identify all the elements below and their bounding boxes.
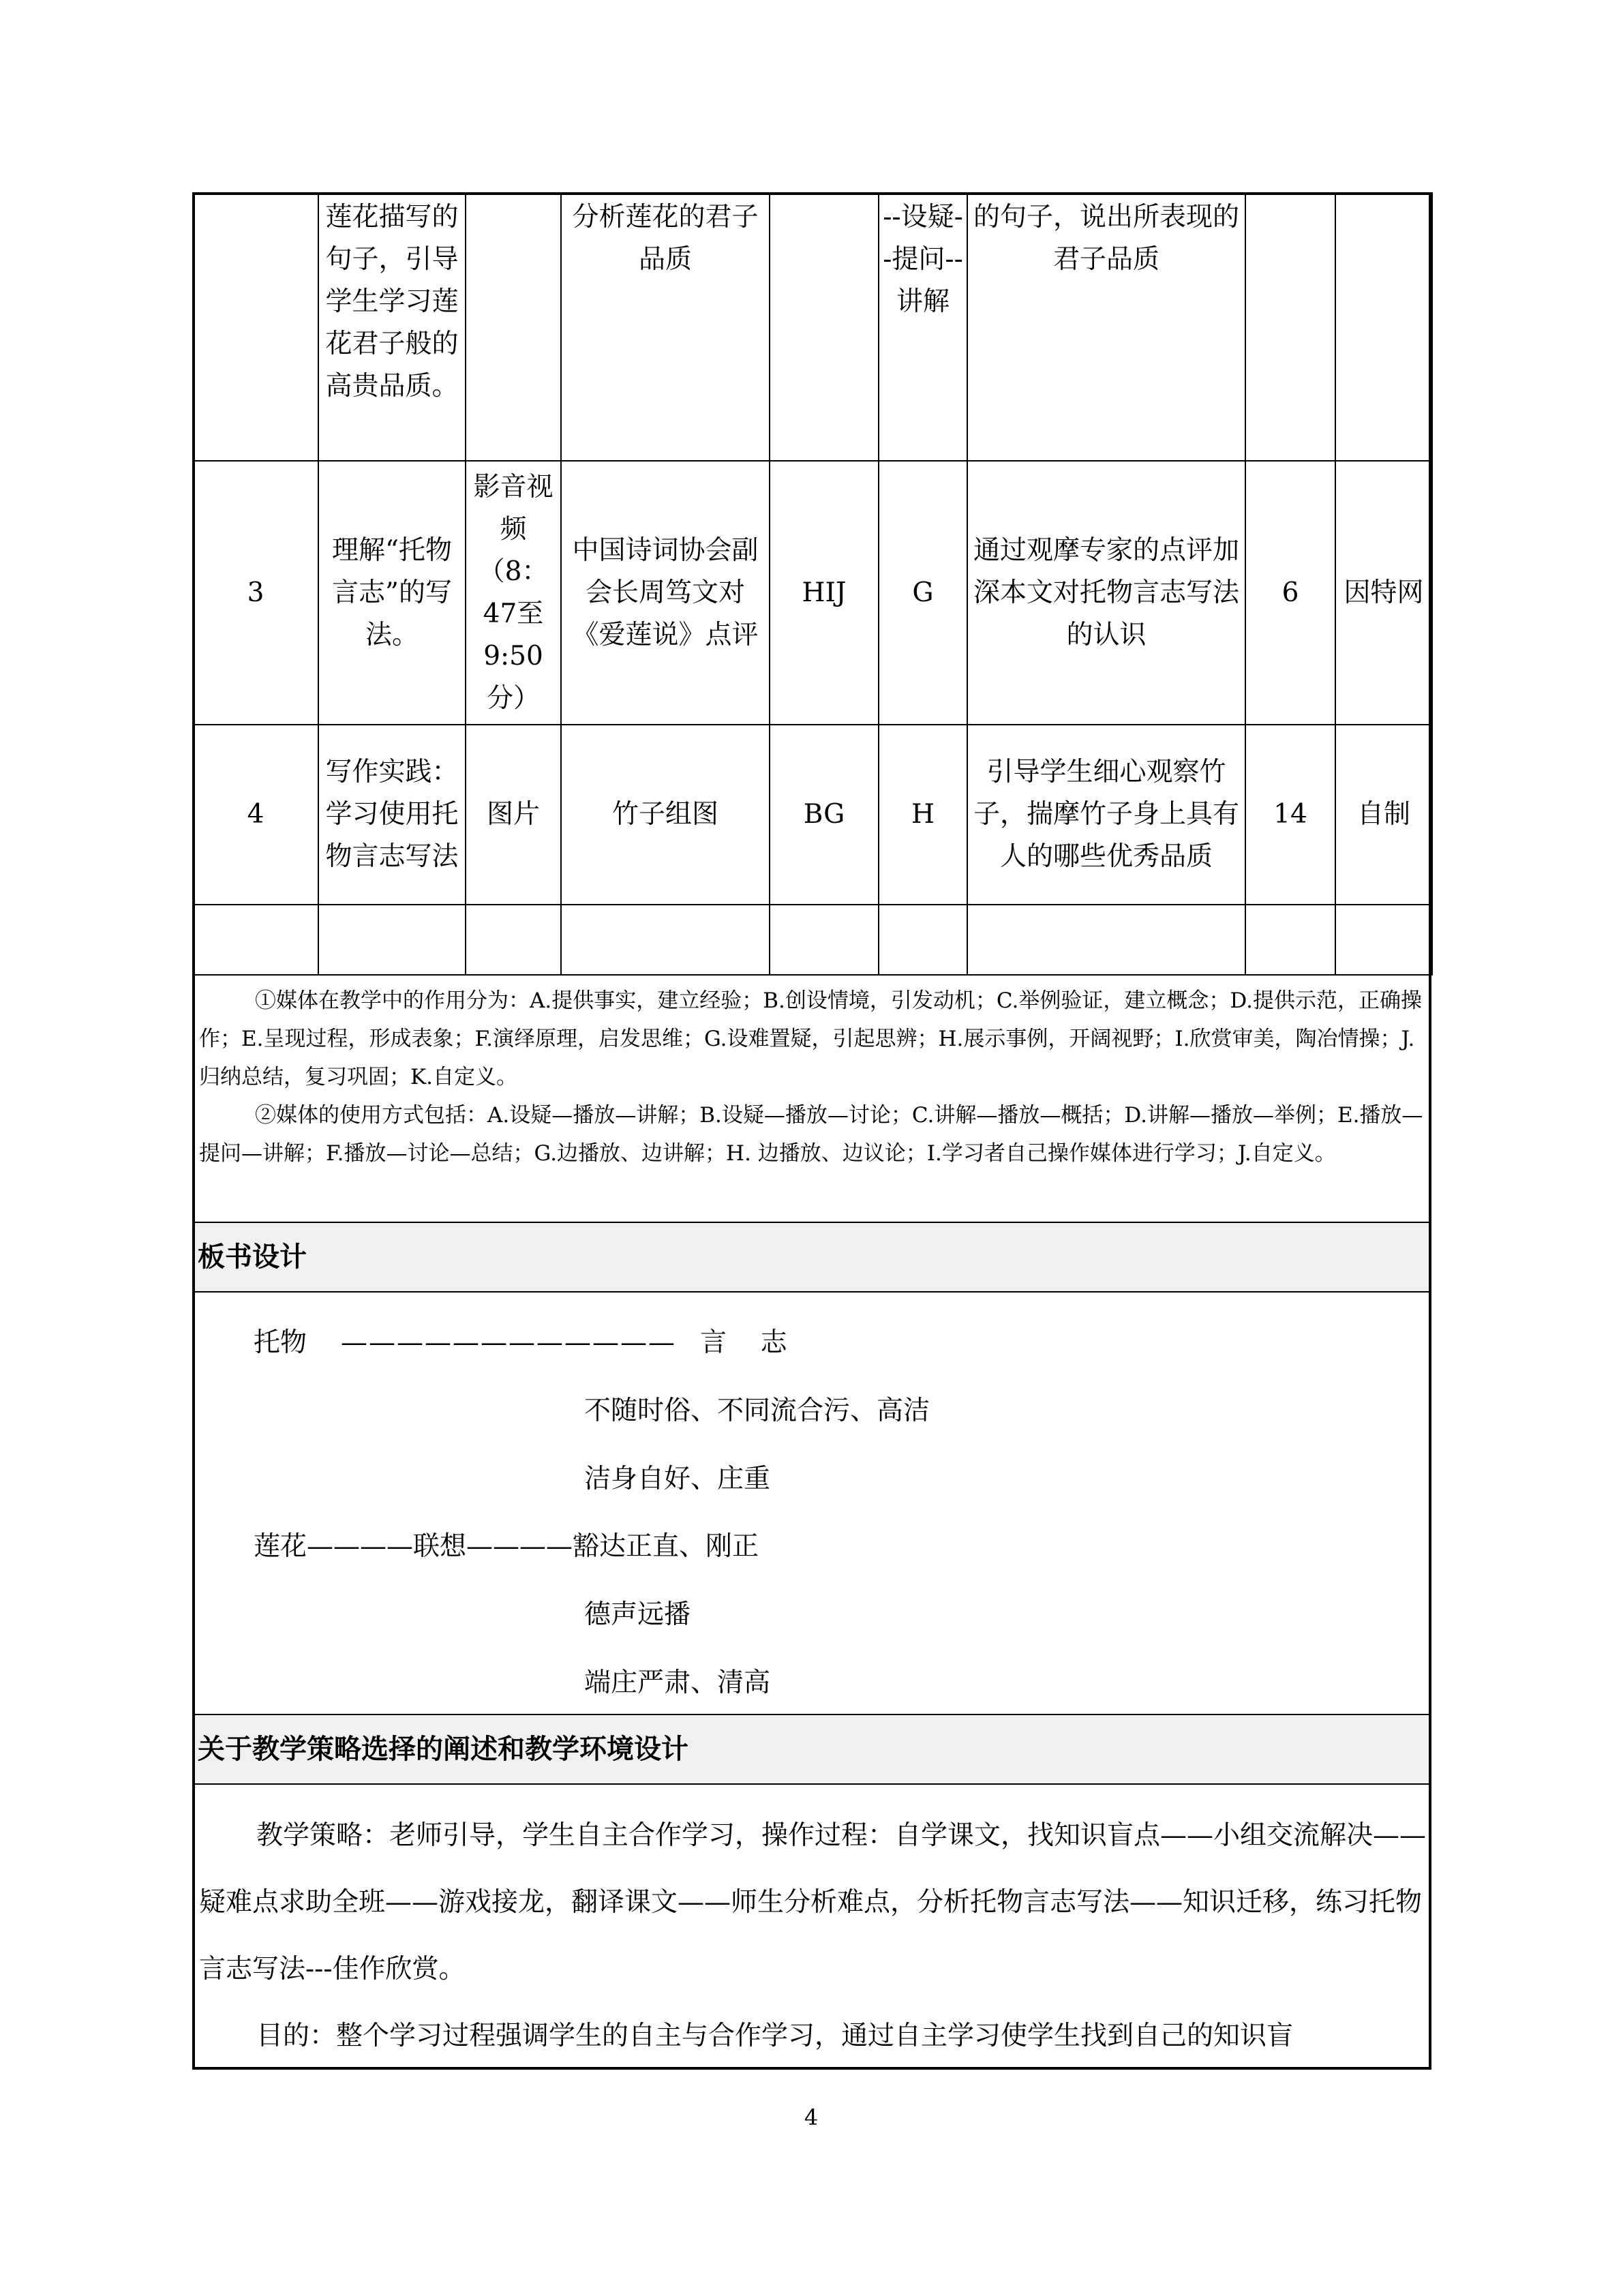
- cell-no: 4: [193, 725, 318, 905]
- strategy-heading: 关于教学策略选择的阐述和教学环境设计: [194, 1714, 1430, 1785]
- cell-media: 图片: [466, 725, 561, 905]
- cell-media: 影音视频（8：47至9:50分）: [466, 461, 561, 725]
- board-design-heading: 板书设计: [194, 1222, 1430, 1293]
- cell-mode: G: [879, 461, 967, 725]
- board-trait: 洁身自好、庄重: [584, 1464, 771, 1494]
- board-trait: 端庄严肃、清高: [584, 1667, 771, 1698]
- cell-mode: --设疑--提问--讲解: [879, 193, 967, 461]
- cell-effect: 的句子，说出所表现的君子品质: [967, 193, 1245, 461]
- note-media-roles: ①媒体在教学中的作用分为：A.提供事实，建立经验；B.创设情境，引发动机；C.举例验证，建立概念；D.提供示范，正确操作；E.呈现过程，形成表象；F.演绎原理，启发思维；G.设难置疑，引起思辨；H.展示事例，开阔视野；I.欣赏审美，陶冶情操；J.归纳总结，复习巩固；K.自定义。: [199, 988, 1422, 1089]
- cell-goal: 写作实践：学习使用托物言志写法: [318, 725, 466, 905]
- strategy-paragraph: 教学策略：老师引导，学生自主合作学习，操作过程：自学课文，找知识盲点——小组交流解决——疑难点求助全班——游戏接龙，翻译课文——师生分析难点，分析托物言志写法——知识迁移，练习托物言志写法---佳作欣赏。: [199, 1820, 1427, 1984]
- board-line-yanzhi: 言 志: [700, 1327, 787, 1358]
- cell-content: 中国诗词协会副会长周笃文对《爱莲说》点评: [561, 461, 770, 725]
- page-frame: [192, 192, 1431, 2070]
- board-trait: 不随时俗、不同流合污、高洁: [584, 1395, 930, 1426]
- page-number: 4: [804, 2104, 819, 2130]
- board-dash-line: ————————————: [341, 1327, 676, 1358]
- cell-role: HIJ: [770, 461, 879, 725]
- cell-effect: 通过观摩专家的点评加深本文对托物言志写法的认识: [967, 461, 1245, 725]
- board-line-lianhua: 莲花————联想————豁达正直、刚正: [254, 1531, 759, 1562]
- cell-mode: H: [879, 725, 967, 905]
- cell-no: 3: [193, 461, 318, 725]
- board-line-tuowu: 托物: [254, 1327, 307, 1358]
- cell-goal: 莲花描写的句子，引导学生学习莲花君子般的高贵品质。: [318, 193, 466, 461]
- note-media-usage: ②媒体的使用方式包括：A.设疑—播放—讲解；B.设疑—播放—讨论；C.讲解—播放—概括；D.讲解—播放—举例；E.播放—提问—讲解；F.播放—讨论—总结；G.边播放、边讲解；H. 边播放、边议论；I.学习者自己操作媒体进行学习；J.自定义。: [199, 1103, 1423, 1166]
- cell-time: 14: [1245, 725, 1335, 905]
- cell-effect: 引导学生细心观察竹子，揣摩竹子身上具有人的哪些优秀品质: [967, 725, 1245, 905]
- cell-role: BG: [770, 725, 879, 905]
- cell-content: 竹子组图: [561, 725, 770, 905]
- cell-content: 分析莲花的君子品质: [561, 193, 770, 461]
- cell-time: 6: [1245, 461, 1335, 725]
- cell-source: 因特网: [1335, 461, 1432, 725]
- cell-source: 自制: [1335, 725, 1432, 905]
- board-trait: 德声远播: [584, 1599, 691, 1630]
- strategy-paragraph: 目的：整个学习过程强调学生的自主与合作学习，通过自主学习使学生找到自己的知识盲: [256, 2021, 1294, 2051]
- cell-goal: 理解“托物言志”的写法。: [318, 461, 466, 725]
